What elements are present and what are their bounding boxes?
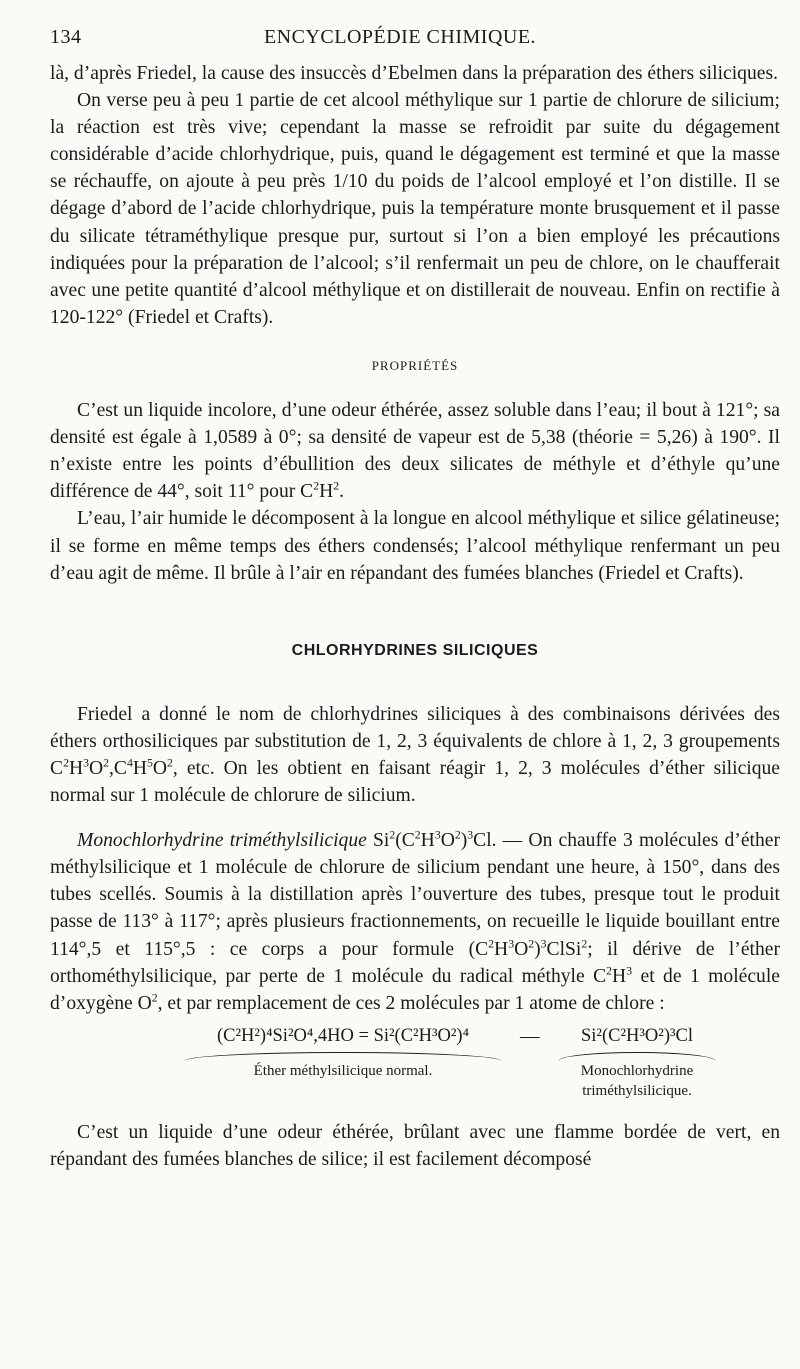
paragraph-preparation: On verse peu à peu 1 partie de cet alcool méthylique sur 1 partie de chlorure de silicium; la réaction est très vive; cependant la masse se refroidit par suite du dégagement considérable d’acide chlorhydrique, puis, quand le dégagement est terminé et que la masse se réchauffe, on ajoute à peu près 1/10 du poids de l’alcool employé et l’on distille. Il se dégage d’abord de l’acide chlorhydrique, puis la température monte brusquement et il passe du silicate tétraméthylique presque pur, surtout si l’on a bien employé les précautions indiquées pour la préparation de l’alcool; s’il renfermait un peu de chlore, on le chaufferait avec une petite quantité d’alcool méthylique et on distillerait de nouveau. Enfin on rectifie à 120-122° (Friedel et Crafts). bbox=[50, 90, 780, 328]
formula-right: Si²(C²H³O²)³Cl bbox=[580, 1025, 694, 1046]
equation-dash: — bbox=[520, 1025, 540, 1047]
formula-left: (C²H²)⁴Si²O⁴,4HO = Si²(C²H³O²)⁴ bbox=[216, 1025, 470, 1046]
running-title: ENCYCLOPÉDIE CHIMIQUE. bbox=[263, 26, 537, 48]
paragraph-decomposition: L’eau, l’air humide le décomposent à la longue en alcool méthylique et silice gélatineuse; il se forme en même temps des éthers condensés; l’alcool méthylique renfermant un peu d’eau agit de même. Il brûle à l’air en répandant des fumées blanches (Friedel et Crafts). bbox=[50, 508, 780, 584]
equation-left bbox=[178, 1023, 508, 1081]
page-number: 134 bbox=[50, 26, 82, 48]
paragraph-final: C’est un liquide d’une odeur éthérée, brûlant avec une flamme bordée de vert, en répandant des fumées blanches de silice; il est facilement décomposé bbox=[50, 1121, 780, 1170]
page-header bbox=[50, 26, 750, 54]
paragraph-continuation: là, d’après Friedel, la cause des insuccès d’Ebelmen dans la préparation des éthers siliciques. bbox=[50, 63, 778, 84]
section-heading-chlorhydrines: CHLORHYDRINES SILICIQUES bbox=[291, 641, 539, 659]
caption-left: Éther méthylsilicique normal. bbox=[253, 1062, 433, 1079]
compound-title: Monochlorhydrine triméthylsilicique bbox=[77, 830, 367, 852]
caption-right: Monochlorhydrine triméthylsilicique. bbox=[580, 1062, 694, 1099]
body-text bbox=[50, 60, 780, 1173]
underbrace-left bbox=[184, 1052, 502, 1061]
paragraph-monochlorhydrine: Monochlorhydrine triméthylsilicique $Si^2(C^2H^3O^2)^3Cl$. — On chauffe 3 molécules d’éther méthylsilicique et 1 molécule de chlorure de silicium pendant une heure, à 150°, dans des tubes scellés. Soumis à la distillation après l’ouverture des tubes, presque tout le produit passe de 113° à 117°; après plusieurs fractionnements, on recueille le liquide bouillant entre 114°,5 et 115°,5 : ce corps a pour formule $(C^2H^3O^2)^3ClSi^2$; il dérive de l’éther orthométhylsilicique, par perte de 1 molécule du radical méthyle $C^2H^3$ et de 1 molécule d’oxygène $O^2$, et par remplacement de ces 2 molécules par 1 atome de chlore : bbox=[50, 828, 780, 1014]
paragraph-properties: C’est un liquide incolore, d’une odeur éthérée, assez soluble dans l’eau; il bout à 121°; sa densité est égale à 1,0589 à 0°; sa densité de vapeur est de 5,38 (théorie = 5,26) à 190°. Il n’existe entre les points d’ébullition des deux silicates de méthyle et d’éthyle qu’une différence de 44°, soit 11° pour $C^2H^2$. bbox=[50, 400, 780, 503]
paragraph-chlorhydrines-intro: Friedel a donné le nom de chlorhydrines siliciques à des combinaisons dérivées des éthers orthosiliciques par substitution de 1, 2, 3 équivalents de chlore à 1, 2, 3 groupements $C^2H^3O^2,C^4H^5O^2$, etc. On les obtient en faisant réagir 1, 2, 3 molécules d’éther silicique normal sur 1 molécule de chlorure de silicium. bbox=[50, 703, 780, 807]
chemical-equation bbox=[50, 1023, 780, 1119]
section-heading-proprietes: PROPRIÉTÉS bbox=[371, 357, 459, 373]
underbrace-right bbox=[558, 1052, 716, 1061]
equation-right bbox=[552, 1023, 722, 1101]
